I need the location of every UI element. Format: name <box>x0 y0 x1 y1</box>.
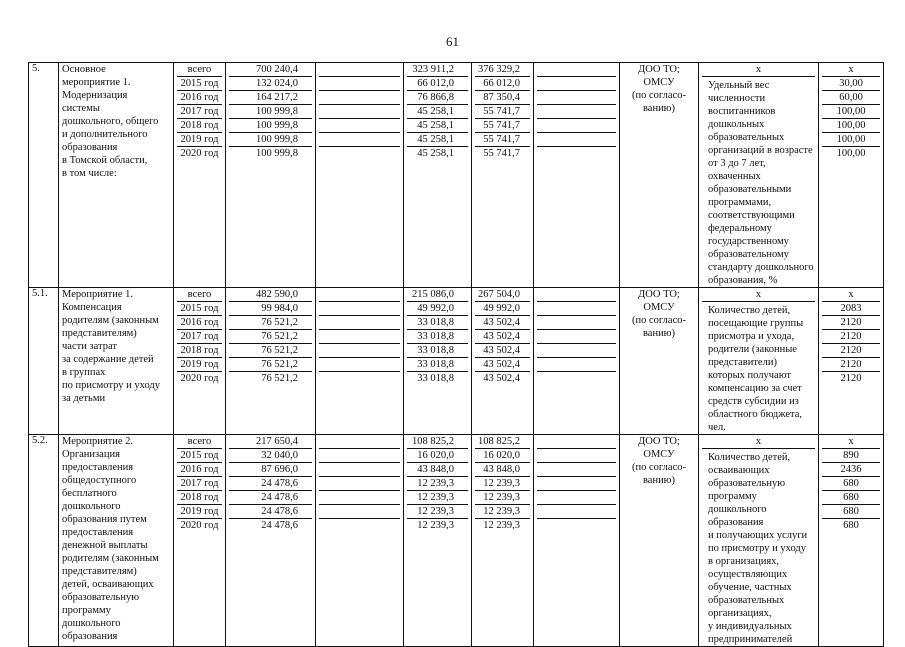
local-amount: 43 848,0 <box>475 463 530 477</box>
indicator-line: присмотра и ухода, <box>708 331 795 342</box>
other-amount <box>537 288 616 302</box>
indicator-line: федеральному <box>708 223 772 234</box>
year-label: 2017 год <box>177 330 222 344</box>
other-amount <box>537 302 616 316</box>
federal-amount-column <box>316 63 404 288</box>
year-label-column <box>174 435 226 647</box>
local-amount: 267 504,0 <box>475 288 530 302</box>
indicator-values-column <box>819 63 884 288</box>
indicator-line: дошкольных <box>708 119 765 130</box>
total-amount-column <box>226 288 316 435</box>
local-amount: 66 012,0 <box>475 77 530 91</box>
federal-amount <box>319 477 400 491</box>
activity-number: 5.1. <box>29 288 59 435</box>
regional-amount-column <box>404 63 472 288</box>
indicator-value: 680 <box>843 520 859 531</box>
indicator-line: и получающих услуги <box>708 530 808 541</box>
local-amount: 12 239,3 <box>483 520 520 531</box>
regional-amount: 45 258,1 <box>407 105 468 119</box>
activity-name-line: Организация <box>62 449 120 460</box>
activity-name-line: представителям) <box>62 328 137 339</box>
federal-amount <box>319 288 400 302</box>
total-amount: 99 984,0 <box>229 302 312 316</box>
total-amount: 24 478,6 <box>229 505 312 519</box>
responsible-line: ДОО ТО; <box>638 436 680 447</box>
local-amount: 43 502,4 <box>475 330 530 344</box>
indicator-line: компенсацию за счет <box>708 383 802 394</box>
responsible-line: ДОО ТО; <box>638 64 680 75</box>
federal-amount <box>319 435 400 449</box>
total-amount: 700 240,4 <box>229 63 312 77</box>
year-label: 2019 год <box>177 505 222 519</box>
federal-amount <box>319 372 400 386</box>
responsible-executor <box>620 63 699 288</box>
responsible-executor <box>620 435 699 647</box>
responsible-line: ванию) <box>642 103 676 114</box>
local-amount: 43 502,4 <box>475 316 530 330</box>
indicator-value: 890 <box>822 449 880 463</box>
activity-name-line: представителям) <box>62 566 137 577</box>
responsible-line: (по согласо- <box>632 462 686 473</box>
regional-amount: 33 018,8 <box>407 358 468 372</box>
federal-amount <box>319 105 400 119</box>
responsible-line: ДОО ТО; <box>638 289 680 300</box>
other-amount <box>537 316 616 330</box>
activity-name-line: Компенсация <box>62 302 122 313</box>
federal-amount <box>319 147 400 161</box>
regional-amount: 33 018,8 <box>407 316 468 330</box>
other-amount <box>537 91 616 105</box>
year-label: 2018 год <box>177 344 222 358</box>
other-amount <box>537 435 616 449</box>
activity-name-line: мероприятие 1. <box>62 77 131 88</box>
indicator-line: в организациях, <box>708 556 780 567</box>
activity-name-line: программу <box>62 605 111 616</box>
responsible-line: (по согласо- <box>632 315 686 326</box>
other-amount <box>537 105 616 119</box>
indicator-line: воспитанников <box>708 106 776 117</box>
regional-amount: 66 012,0 <box>407 77 468 91</box>
regional-amount: 33 018,8 <box>407 344 468 358</box>
activity-name-line: предоставления <box>62 462 134 473</box>
indicator-line: представители) <box>708 357 777 368</box>
local-amount: 55 741,7 <box>483 148 520 159</box>
regional-amount: 108 825,2 <box>407 435 468 449</box>
local-amount: 43 502,4 <box>475 358 530 372</box>
federal-amount <box>319 316 400 330</box>
year-label: 2020 год <box>180 373 219 384</box>
indicator-line: образования, % <box>708 275 778 286</box>
activity-name-line: части затрат <box>62 341 117 352</box>
activity-name <box>59 63 174 288</box>
responsible-line: (по согласо- <box>632 90 686 101</box>
regional-amount: 12 239,3 <box>407 491 468 505</box>
indicator-line: Количество детей, <box>708 452 791 463</box>
responsible-line: ванию) <box>642 328 676 339</box>
year-label: 2019 год <box>177 133 222 147</box>
responsible-line: ванию) <box>642 475 676 486</box>
year-label: 2015 год <box>177 302 222 316</box>
indicator-line: посещающие группы <box>708 318 804 329</box>
other-amount <box>537 372 616 386</box>
regional-amount: 12 239,3 <box>407 477 468 491</box>
indicator-line: программу <box>708 491 757 502</box>
indicator-line: осуществляющих <box>708 569 788 580</box>
activity-name-line: детей, осваивающих <box>62 579 154 590</box>
other-amount <box>537 449 616 463</box>
activity-name-line: образования путем <box>62 514 147 525</box>
year-label: 2017 год <box>177 105 222 119</box>
indicator-values-column <box>819 435 884 647</box>
total-amount: 76 521,2 <box>229 358 312 372</box>
year-label: всего <box>177 63 222 77</box>
activity-name-line: образования <box>62 142 118 153</box>
indicator-line: которых получают <box>708 370 792 381</box>
indicator-line: охваченных <box>708 171 761 182</box>
activity-name-line: дошкольного <box>62 501 121 512</box>
other-amount <box>537 505 616 519</box>
local-amount: 43 502,4 <box>475 344 530 358</box>
federal-amount <box>319 358 400 372</box>
total-amount: 76 521,2 <box>229 316 312 330</box>
activity-row <box>29 63 884 288</box>
indicator-line: образовательных <box>708 132 785 143</box>
local-amount: 12 239,3 <box>475 505 530 519</box>
other-amount <box>537 63 616 77</box>
regional-amount: 45 258,1 <box>407 119 468 133</box>
federal-amount-column <box>316 288 404 435</box>
regional-amount: 323 911,2 <box>407 63 468 77</box>
total-amount: 32 040,0 <box>229 449 312 463</box>
year-label: 2016 год <box>177 316 222 330</box>
indicator-line: государственному <box>708 236 789 247</box>
local-amount: 16 020,0 <box>475 449 530 463</box>
indicator-text <box>702 449 815 646</box>
year-label: 2018 год <box>177 491 222 505</box>
responsible-line: ОМСУ <box>643 449 675 460</box>
total-amount: 164 217,2 <box>229 91 312 105</box>
activity-name-line: и дополнительного <box>62 129 148 140</box>
activity-name-line: в том числе: <box>62 168 117 179</box>
activity-name-line: Мероприятие 1. <box>62 289 134 300</box>
indicator-line: образовательному <box>708 249 789 260</box>
local-amount: 376 329,2 <box>475 63 530 77</box>
year-label: 2020 год <box>180 520 219 531</box>
total-amount-column <box>226 435 316 647</box>
activity-name-line: общедоступного <box>62 475 137 486</box>
activity-name <box>59 435 174 647</box>
local-amount: 87 350,4 <box>475 91 530 105</box>
federal-amount <box>319 491 400 505</box>
year-label: 2015 год <box>177 77 222 91</box>
indicator-value: 680 <box>822 477 880 491</box>
indicator-line: Количество детей, <box>708 305 791 316</box>
activity-name-line: бесплатного <box>62 488 117 499</box>
federal-amount <box>319 330 400 344</box>
other-amount <box>537 519 616 533</box>
activity-name-line: родителям (законным <box>62 553 159 564</box>
responsible-line: ОМСУ <box>643 77 675 88</box>
activity-name-line: Модернизация <box>62 90 128 101</box>
activity-name-line: образовательную <box>62 592 140 603</box>
indicator-value: 100,00 <box>836 148 866 159</box>
local-amount-column <box>472 63 534 288</box>
total-amount: 24 478,6 <box>229 477 312 491</box>
indicator-line: по присмотру и уходу <box>708 543 806 554</box>
federal-amount <box>319 505 400 519</box>
other-amount <box>537 344 616 358</box>
federal-amount <box>319 302 400 316</box>
indicator-line: родители (законные <box>708 344 797 355</box>
local-amount-column <box>472 288 534 435</box>
responsible-line: ОМСУ <box>643 302 675 313</box>
total-amount: 132 024,0 <box>229 77 312 91</box>
regional-amount: 12 239,3 <box>417 520 454 531</box>
activity-name-line: дошкольного <box>62 618 121 629</box>
federal-amount-column <box>316 435 404 647</box>
regional-amount: 45 258,1 <box>407 133 468 147</box>
federal-amount <box>319 449 400 463</box>
program-activities-table <box>28 62 884 647</box>
local-amount: 55 741,7 <box>475 105 530 119</box>
local-amount: 12 239,3 <box>475 491 530 505</box>
regional-amount: 16 020,0 <box>407 449 468 463</box>
indicator-value: 2120 <box>822 344 880 358</box>
page-number: 61 <box>446 34 459 49</box>
other-amount-column <box>534 63 620 288</box>
indicator-value: 2120 <box>822 316 880 330</box>
local-amount: 43 502,4 <box>483 373 520 384</box>
activity-name-line: родителям (законным <box>62 315 159 326</box>
activity-name-line: Основное <box>62 64 106 75</box>
federal-amount <box>319 63 400 77</box>
other-amount <box>537 133 616 147</box>
indicator-line: образовательными <box>708 184 792 195</box>
activity-name-line: денежной выплаты <box>62 540 148 551</box>
federal-amount <box>319 344 400 358</box>
indicator-text <box>702 302 815 434</box>
year-label: всего <box>177 288 222 302</box>
indicator-name <box>699 435 819 647</box>
indicator-line: областного бюджета, <box>708 409 803 420</box>
local-amount-column <box>472 435 534 647</box>
indicator-line: стандарту дошкольного <box>708 262 814 273</box>
indicator-line: у индивидуальных <box>708 621 792 632</box>
indicator-line: Удельный вес <box>708 80 770 91</box>
total-amount: 76 521,2 <box>229 344 312 358</box>
activity-name-line: дошкольного, общего <box>62 116 159 127</box>
indicator-value: 30,00 <box>822 77 880 91</box>
indicator-value: 680 <box>822 505 880 519</box>
federal-amount <box>319 519 400 533</box>
regional-amount: 33 018,8 <box>417 373 454 384</box>
indicator-value: 2120 <box>822 330 880 344</box>
activity-name-line: за детьми <box>62 393 106 404</box>
indicator-values-column <box>819 288 884 435</box>
other-amount <box>537 119 616 133</box>
indicator-value: 680 <box>822 491 880 505</box>
indicator-line: чел. <box>708 422 726 433</box>
activity-name-line: в Томской области, <box>62 155 148 166</box>
federal-amount <box>319 91 400 105</box>
federal-amount <box>319 119 400 133</box>
activity-name-line: образования <box>62 631 118 642</box>
other-amount-column <box>534 288 620 435</box>
indicator-name <box>699 288 819 435</box>
indicator-header: х <box>702 63 815 77</box>
year-label-column <box>174 63 226 288</box>
total-amount: 100 999,8 <box>229 119 312 133</box>
indicator-line: программами, <box>708 197 772 208</box>
indicator-value: х <box>822 435 880 449</box>
regional-amount-column <box>404 435 472 647</box>
other-amount <box>537 330 616 344</box>
indicator-text <box>702 77 815 287</box>
total-amount: 76 521,2 <box>261 373 298 384</box>
indicator-value: 2083 <box>822 302 880 316</box>
regional-amount: 12 239,3 <box>407 505 468 519</box>
indicator-line: средств субсидии из <box>708 396 799 407</box>
regional-amount: 49 992,0 <box>407 302 468 316</box>
regional-amount: 33 018,8 <box>407 330 468 344</box>
total-amount: 100 999,8 <box>229 133 312 147</box>
regional-amount-column <box>404 288 472 435</box>
indicator-value: 60,00 <box>822 91 880 105</box>
year-label: 2020 год <box>180 148 219 159</box>
regional-amount: 43 848,0 <box>407 463 468 477</box>
activity-name <box>59 288 174 435</box>
other-amount-column <box>534 435 620 647</box>
other-amount <box>537 463 616 477</box>
activity-name-line: Мероприятие 2. <box>62 436 134 447</box>
total-amount: 100 999,8 <box>256 148 298 159</box>
other-amount <box>537 77 616 91</box>
indicator-name <box>699 63 819 288</box>
activity-number: 5. <box>29 63 59 288</box>
year-label: 2015 год <box>177 449 222 463</box>
indicator-value: 100,00 <box>822 105 880 119</box>
indicator-value: х <box>822 288 880 302</box>
year-label: 2016 год <box>177 463 222 477</box>
activity-row <box>29 435 884 647</box>
local-amount: 55 741,7 <box>475 133 530 147</box>
year-label: 2018 год <box>177 119 222 133</box>
total-amount: 87 696,0 <box>229 463 312 477</box>
indicator-line: организаций в возрасте <box>708 145 813 156</box>
local-amount: 55 741,7 <box>475 119 530 133</box>
other-amount <box>537 358 616 372</box>
total-amount: 24 478,6 <box>229 491 312 505</box>
indicator-value: х <box>822 63 880 77</box>
indicator-value: 2120 <box>822 358 880 372</box>
regional-amount: 45 258,1 <box>417 148 454 159</box>
year-label: всего <box>177 435 222 449</box>
indicator-line: от 3 до 7 лет, <box>708 158 766 169</box>
indicator-value: 2120 <box>840 373 862 384</box>
total-amount: 24 478,6 <box>261 520 298 531</box>
other-amount <box>537 147 616 161</box>
indicator-line: численности <box>708 93 766 104</box>
regional-amount: 215 086,0 <box>407 288 468 302</box>
indicator-line: осваивающих <box>708 465 770 476</box>
activity-name-line: за содержание детей <box>62 354 154 365</box>
federal-amount <box>319 463 400 477</box>
other-amount <box>537 491 616 505</box>
year-label: 2016 год <box>177 91 222 105</box>
indicator-line: соответствующими <box>708 210 795 221</box>
activity-name-line: по присмотру и уходу <box>62 380 160 391</box>
indicator-line: образовательных <box>708 595 785 606</box>
total-amount: 217 650,4 <box>229 435 312 449</box>
indicator-line: предпринимателей <box>708 634 793 645</box>
activity-name-line: в группах <box>62 367 106 378</box>
activity-row <box>29 288 884 435</box>
indicator-line: организациях, <box>708 608 772 619</box>
total-amount: 482 590,0 <box>229 288 312 302</box>
indicator-header: х <box>702 288 815 302</box>
indicator-line: образования <box>708 517 764 528</box>
total-amount-column <box>226 63 316 288</box>
regional-amount: 76 866,8 <box>407 91 468 105</box>
total-amount: 76 521,2 <box>229 330 312 344</box>
year-label: 2019 год <box>177 358 222 372</box>
activity-number: 5.2. <box>29 435 59 647</box>
indicator-value: 2436 <box>822 463 880 477</box>
indicator-line: образовательную <box>708 478 786 489</box>
total-amount: 100 999,8 <box>229 105 312 119</box>
federal-amount <box>319 77 400 91</box>
other-amount <box>537 477 616 491</box>
indicator-header: х <box>702 435 815 449</box>
year-label-column <box>174 288 226 435</box>
local-amount: 12 239,3 <box>475 477 530 491</box>
indicator-value: 100,00 <box>822 133 880 147</box>
local-amount: 49 992,0 <box>475 302 530 316</box>
year-label: 2017 год <box>177 477 222 491</box>
federal-amount <box>319 133 400 147</box>
responsible-executor <box>620 288 699 435</box>
activity-name-line: системы <box>62 103 100 114</box>
indicator-line: обучение, частных <box>708 582 792 593</box>
local-amount: 108 825,2 <box>475 435 530 449</box>
indicator-value: 100,00 <box>822 119 880 133</box>
activity-name-line: предоставления <box>62 527 134 538</box>
indicator-line: дошкольного <box>708 504 767 515</box>
